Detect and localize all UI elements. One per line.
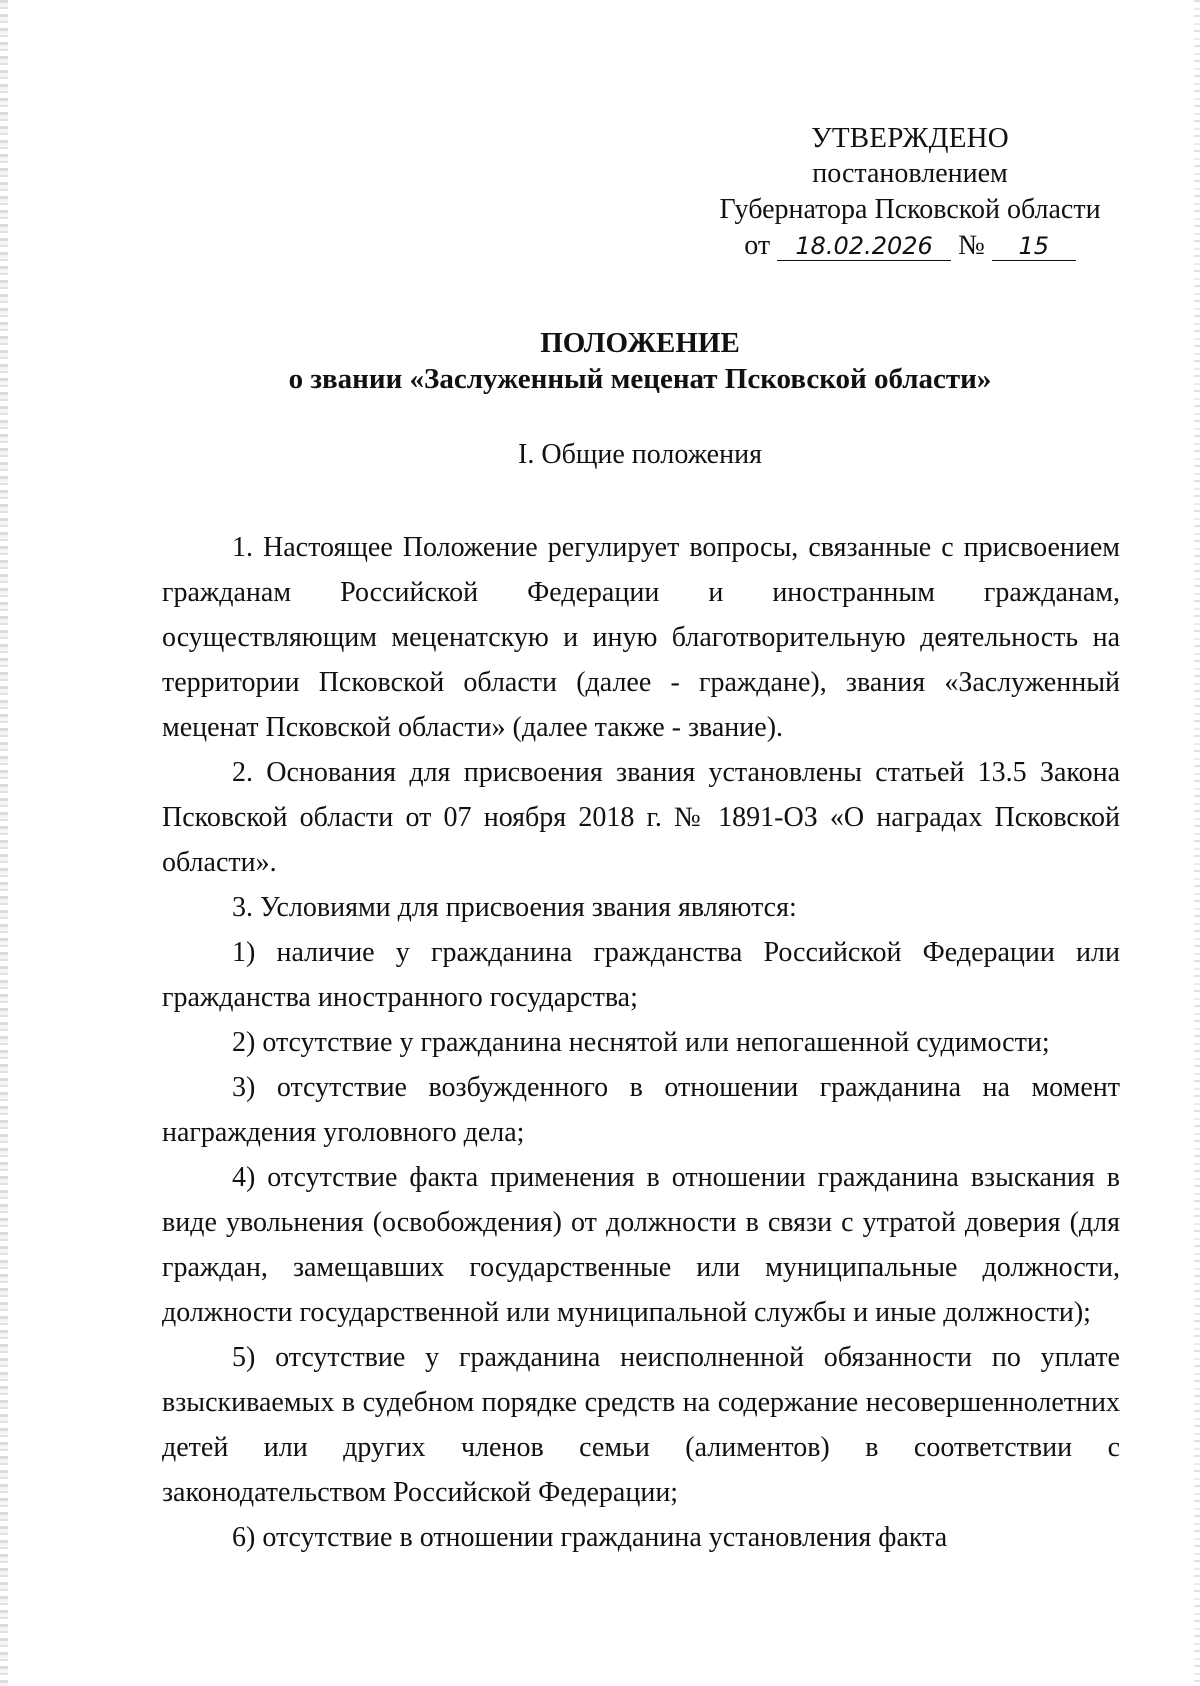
approval-line-2: Губернатора Псковской области <box>719 194 1101 225</box>
section-heading: I. Общие положения <box>518 439 762 470</box>
list-item-2: 2) отсутствие у гражданина неснятой или непогашенной судимости; <box>232 1027 1050 1058</box>
scan-edge-left <box>0 0 8 1686</box>
approval-block <box>690 120 1130 264</box>
approval-line-1: постановлением <box>812 158 1008 189</box>
paragraph-3: 3. Условиями для присвоения звания являются: <box>232 892 797 923</box>
approval-heading: УТВЕРЖДЕНО <box>811 122 1009 154</box>
number-sign: № <box>958 230 985 261</box>
handwritten-number: 15 <box>992 232 1076 261</box>
list-item-5: 5) отсутствие у гражданина неисполненной обязанности по уплате взыскиваемых в судебном порядке средств на содержание несовершеннолетних детей или других членов семьи (алиментов) в соответствии с законодательством Российской Федерации; <box>162 1342 1120 1508</box>
date-prefix: от <box>744 230 771 261</box>
document-title: ПОЛОЖЕНИЕ <box>540 327 740 359</box>
paragraph-1: 1. Настоящее Положение регулирует вопросы, связанные с присвоением гражданам Российской Федерации и иностранным гражданам, осуществляющим меценатскую и иную благотворительную деятельность на территории Псковской области (далее - граждане), звания «Заслуженный меценат Псковской области» (далее также - звание). <box>162 532 1120 743</box>
list-item-4: 4) отсутствие факта применения в отношении гражданина взыскания в виде увольнения (освобождения) от должности в связи с утратой доверия (для граждан, замещавших государственные или муниципальные должности, должности государственной или муниципальной службы и иные должности); <box>162 1162 1120 1328</box>
document-subtitle: о звании «Заслуженный меценат Псковской области» <box>288 363 992 395</box>
document-body <box>162 525 1120 1560</box>
list-item-1: 1) наличие у гражданина гражданства Российской Федерации или гражданства иностранного государства; <box>162 937 1120 1013</box>
list-item-6: 6) отсутствие в отношении гражданина установления факта <box>232 1522 948 1553</box>
paragraph-2: 2. Основания для присвоения звания установлены статьей 13.5 Закона Псковской области от 07 ноября 2018 г. № 1891-ОЗ «О наградах Псковской области». <box>162 757 1120 878</box>
approval-date-line <box>744 228 1076 264</box>
list-item-3: 3) отсутствие возбужденного в отношении гражданина на момент награждения уголовного дела; <box>162 1072 1120 1148</box>
scan-edge-right <box>1194 0 1200 1686</box>
handwritten-date: 18.02.2026 <box>777 232 951 261</box>
